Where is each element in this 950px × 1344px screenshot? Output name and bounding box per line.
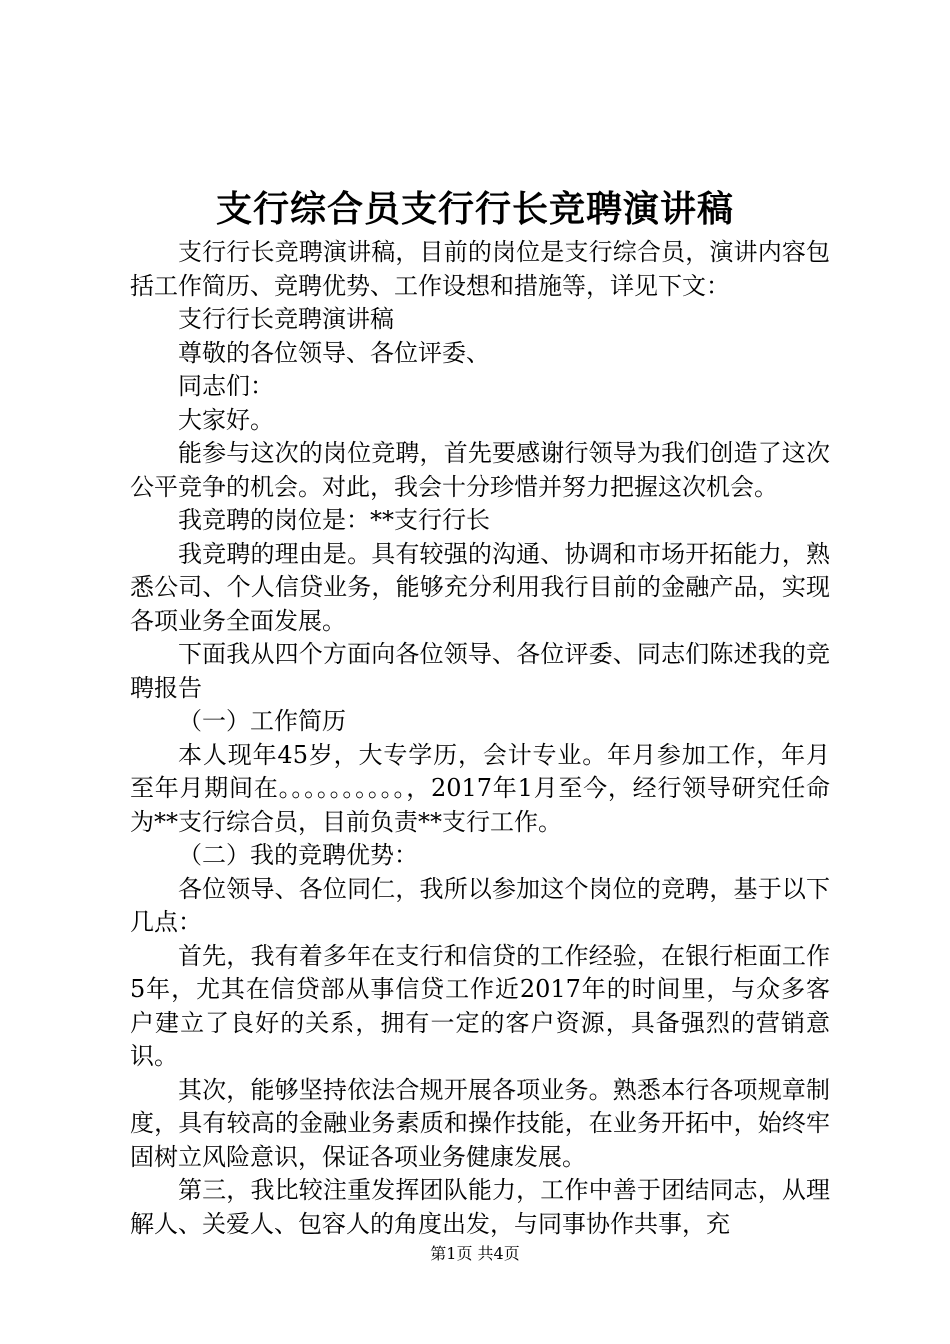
document-body bbox=[130, 236, 830, 1241]
paragraph: 尊敬的各位领导、各位评委、 bbox=[178, 338, 490, 367]
paragraph: 大家好。 bbox=[178, 405, 274, 434]
page-footer: 第1页 共4页 bbox=[430, 1244, 520, 1263]
paragraph: 支行行长竞聘演讲稿，目前的岗位是支行综合员，演讲内容包括工作简历、竞聘优势、工作设想和措施等，详见下文： bbox=[130, 238, 830, 300]
paragraph: 我竞聘的岗位是：**支行行长 bbox=[178, 506, 490, 534]
section-heading: （一）工作简历 bbox=[178, 707, 346, 735]
paragraph: 同志们： bbox=[178, 372, 274, 400]
paragraph: 能参与这次的岗位竞聘，首先要感谢行领导为我们创造了这次公平竞争的机会。对此，我会十分珍惜并努力把握这次机会。 bbox=[130, 439, 830, 501]
paragraph: 第三，我比较注重发挥团队能力，工作中善于团结同志，从理解人、关爱人、包容人的角度出发，与同事协作共事，充 bbox=[130, 1176, 830, 1238]
paragraph: 支行行长竞聘演讲稿 bbox=[178, 305, 394, 333]
section-heading: （二）我的竞聘优势： bbox=[178, 841, 418, 869]
paragraph: 首先，我有着多年在支行和信贷的工作经验，在银行柜面工作5年，尤其在信贷部从事信贷工作近2017年的时间里，与众多客户建立了良好的关系，拥有一定的客户资源，具备强烈的营销意识。 bbox=[130, 941, 830, 1070]
paragraph: 各位领导、各位同仁，我所以参加这个岗位的竞聘，基于以下几点： bbox=[130, 874, 830, 936]
paragraph: 本人现年45岁，大专学历，会计专业。年月参加工作，年月至年月期间在。。。。。。。。。。，2017年1月至今，经行领导研究任命为**支行综合员，目前负责**支行工作。 bbox=[130, 740, 830, 836]
paragraph: 下面我从四个方面向各位领导、各位评委、同志们陈述我的竞聘报告 bbox=[130, 640, 830, 702]
document-title: 支行综合员支行行长竞聘演讲稿 bbox=[215, 188, 734, 230]
paragraph: 我竞聘的理由是。具有较强的沟通、协调和市场开拓能力，熟悉公司、个人信贷业务，能够充分利用我行目前的金融产品，实现各项业务全面发展。 bbox=[130, 539, 830, 635]
paragraph: 其次，能够坚持依法合规开展各项业务。熟悉本行各项规章制度，具有较高的金融业务素质和操作技能，在业务开拓中，始终牢固树立风险意识，保证各项业务健康发展。 bbox=[130, 1075, 830, 1171]
